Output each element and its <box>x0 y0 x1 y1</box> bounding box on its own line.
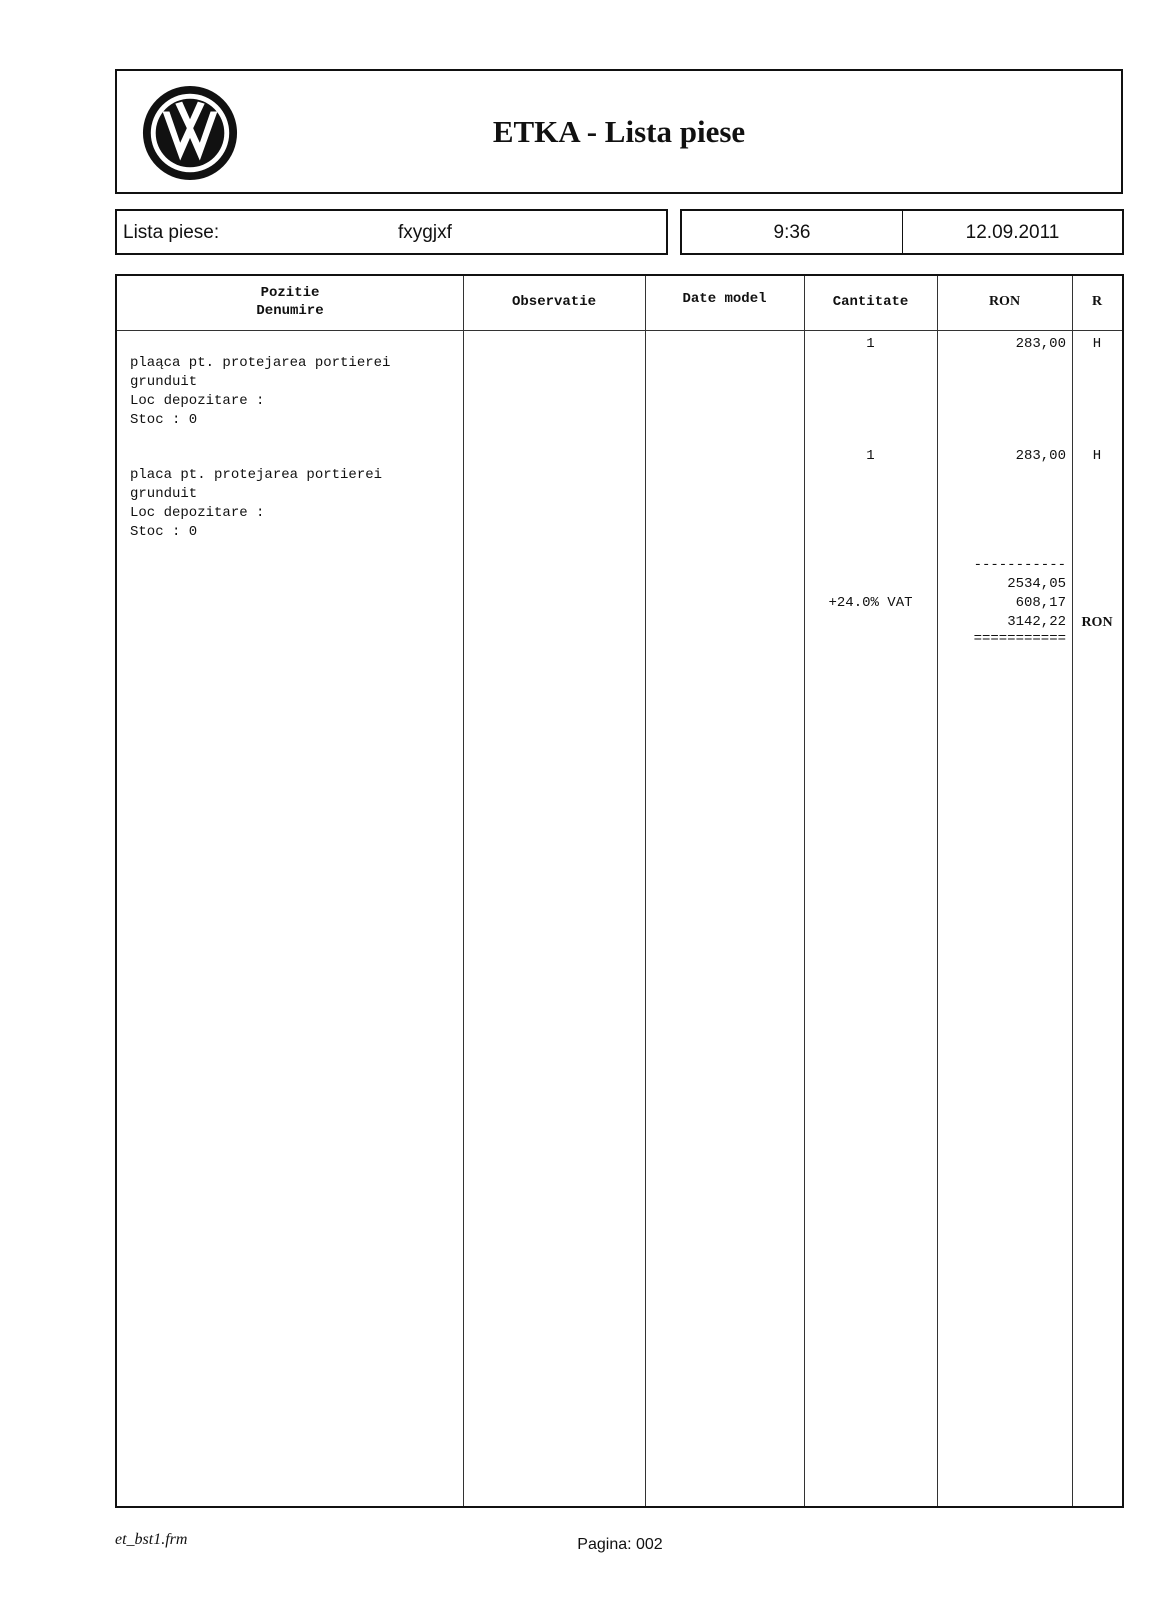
part-r-code: H <box>1092 336 1102 352</box>
part-stock: Stoc : 0 <box>130 524 198 540</box>
part-price: 283,00 <box>1015 336 1066 352</box>
column-header-pozitie: Pozitie <box>260 285 320 301</box>
part-quantity: 1 <box>866 448 875 464</box>
column-divider <box>463 276 464 1506</box>
part-quantity: 1 <box>866 336 875 352</box>
column-header-cantitate: Cantitate <box>832 294 909 310</box>
footer-filename: et_bst1.frm <box>115 1531 188 1548</box>
column-header-r: R <box>1091 294 1103 309</box>
time-value: 9:36 <box>773 222 811 243</box>
page-number: Pagina: 002 <box>577 1536 663 1553</box>
date-value: 12.09.2011 <box>965 222 1060 243</box>
part-location: Loc depozitare : <box>130 505 265 521</box>
total-value: 3142,22 <box>1007 614 1066 630</box>
vat-amount: 608,17 <box>1015 595 1066 611</box>
document-title: ETKA - Lista piese <box>492 114 746 149</box>
part-price: 283,00 <box>1015 448 1066 464</box>
list-label: Lista piese: <box>123 222 220 243</box>
column-header-observatie: Observatie <box>511 294 596 310</box>
vat-label: +24.0% VAT <box>828 595 913 611</box>
totals-separator-top: ----------- <box>973 557 1066 573</box>
column-divider <box>645 276 646 1506</box>
part-r-code: H <box>1092 448 1102 464</box>
header-rule <box>117 330 1122 331</box>
column-header-denumire: Denumire <box>256 303 324 319</box>
list-info-box <box>115 209 668 255</box>
column-header-date-model: Date model <box>682 291 767 307</box>
totals-separator-bottom: =========== <box>973 631 1066 647</box>
part-name: placa pt. protejarea portierei <box>130 467 383 483</box>
part-stock: Stoc : 0 <box>130 412 198 428</box>
part-location: Loc depozitare : <box>130 393 265 409</box>
part-finish: grunduit <box>130 374 198 390</box>
total-currency: RON <box>1081 615 1113 630</box>
column-header-ron: RON <box>988 294 1021 309</box>
part-finish: grunduit <box>130 486 198 502</box>
subtotal-value: 2534,05 <box>1007 576 1066 592</box>
parts-table <box>115 274 1124 1508</box>
time-date-box <box>680 209 1124 255</box>
list-value: fxygjxf <box>398 222 452 243</box>
part-name: plaąca pt. protejarea portierei <box>130 355 391 371</box>
